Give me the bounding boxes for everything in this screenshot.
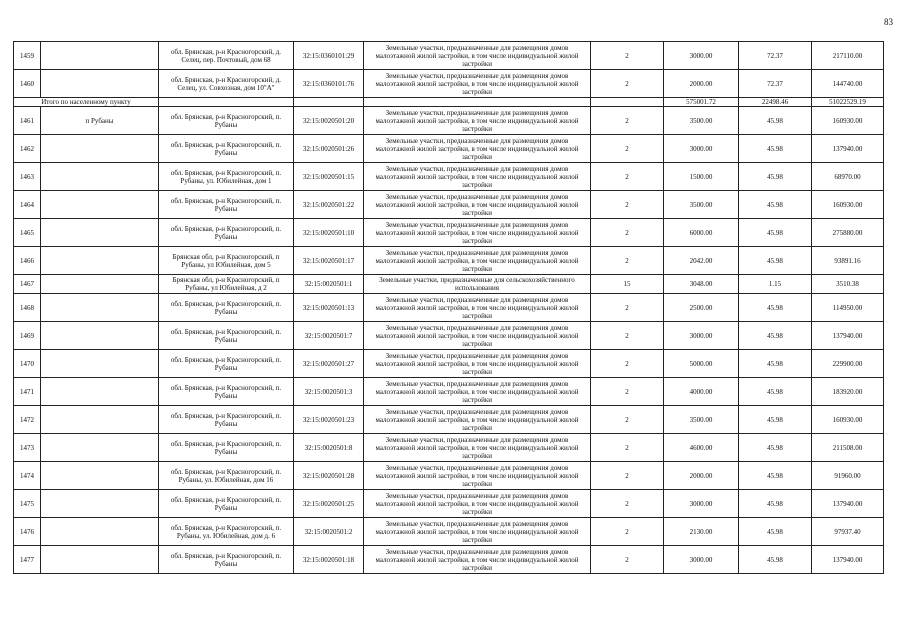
row-number: 1467 xyxy=(14,275,41,294)
land-purpose: Земельные участки, предназначенные для размещения домов малоэтажной жилой застройки, в том числе индивидуальной жилой застройки xyxy=(364,219,591,247)
row-number: 1473 xyxy=(14,434,41,462)
rate-value: 45.98 xyxy=(739,247,812,275)
cadastral-value: 91960.00 xyxy=(812,462,884,490)
land-plots-table xyxy=(13,41,884,574)
address-cell: обл. Брянская, р-н Красногорский, п. Рубаны xyxy=(159,546,294,574)
total-empty-cell xyxy=(294,98,364,107)
address-cell: обл. Брянская, р-н Красногорский, п. Рубаны xyxy=(159,378,294,406)
rate-value: 45.98 xyxy=(739,350,812,378)
locality-cell xyxy=(41,294,159,322)
address-cell: Брянская обл, р-н Красногорский, п Рубаны, ул Юбилейная, дом 5 xyxy=(159,247,294,275)
locality-cell xyxy=(41,275,159,294)
land-purpose: Земельные участки, предназначенные для сельскохозяйственного использования xyxy=(364,275,591,294)
table-row xyxy=(14,434,884,462)
locality-cell xyxy=(41,350,159,378)
group-number: 2 xyxy=(591,434,664,462)
land-purpose: Земельные участки, предназначенные для размещения домов малоэтажной жилой застройки, в том числе индивидуальной жилой застройки xyxy=(364,163,591,191)
cadastral-number: 32:15:0020501:3 xyxy=(294,378,364,406)
area-value: 3000.00 xyxy=(664,42,739,70)
rate-value: 45.98 xyxy=(739,107,812,135)
address-cell: обл. Брянская, р-н Красногорский, п. Рубаны xyxy=(159,350,294,378)
land-purpose: Земельные участки, предназначенные для размещения домов малоэтажной жилой застройки, в том числе индивидуальной жилой застройки xyxy=(364,322,591,350)
cadastral-value: 183920.00 xyxy=(812,378,884,406)
group-number: 2 xyxy=(591,406,664,434)
page-number: 83 xyxy=(884,17,893,27)
cadastral-value: 3510.38 xyxy=(812,275,884,294)
address-cell: обл. Брянская, р-н Красногорский, п. Рубаны xyxy=(159,135,294,163)
area-value: 2000.00 xyxy=(664,70,739,98)
land-purpose: Земельные участки, предназначенные для размещения домов малоэтажной жилой застройки, в том числе индивидуальной жилой застройки xyxy=(364,107,591,135)
group-number: 2 xyxy=(591,135,664,163)
locality-name: п Рубаны xyxy=(41,107,159,135)
group-number: 2 xyxy=(591,350,664,378)
cadastral-number: 32:15:0020501:23 xyxy=(294,406,364,434)
cadastral-value: 217110.00 xyxy=(812,42,884,70)
area-value: 4600.00 xyxy=(664,434,739,462)
locality-cell xyxy=(41,191,159,219)
area-value: 2042.00 xyxy=(664,247,739,275)
address-cell: обл. Брянская, р-н Красногорский, д. Селец, ул. Совхозная, дом 10"А" xyxy=(159,70,294,98)
total-row xyxy=(14,98,884,107)
land-purpose: Земельные участки, предназначенные для размещения домов малоэтажной жилой застройки, в том числе индивидуальной жилой застройки xyxy=(364,247,591,275)
address-cell: обл. Брянская, р-н Красногорский, д. Селец, пер. Почтовый, дом 68 xyxy=(159,42,294,70)
total-value: 51022529.19 xyxy=(812,98,884,107)
cadastral-value: 160930.00 xyxy=(812,406,884,434)
rate-value: 72.37 xyxy=(739,70,812,98)
row-number: 1474 xyxy=(14,462,41,490)
row-number: 1463 xyxy=(14,163,41,191)
group-number: 2 xyxy=(591,462,664,490)
cadastral-number: 32:15:0020501:7 xyxy=(294,322,364,350)
locality-cell xyxy=(41,406,159,434)
table-row xyxy=(14,294,884,322)
total-area: 575001.72 xyxy=(664,98,739,107)
cadastral-value: 211508.00 xyxy=(812,434,884,462)
group-number: 2 xyxy=(591,42,664,70)
table-row xyxy=(14,546,884,574)
total-label: Итого по населенному пункту xyxy=(14,98,159,107)
rate-value: 45.98 xyxy=(739,378,812,406)
table-row xyxy=(14,107,884,135)
land-purpose: Земельные участки, предназначенные для размещения домов малоэтажной жилой застройки, в том числе индивидуальной жилой застройки xyxy=(364,42,591,70)
row-number: 1465 xyxy=(14,219,41,247)
address-cell: обл. Брянская, р-н Красногорский, п. Рубаны xyxy=(159,322,294,350)
cadastral-number: 32:15:0020501:27 xyxy=(294,350,364,378)
table-row xyxy=(14,191,884,219)
table-row xyxy=(14,219,884,247)
cadastral-value: 137940.00 xyxy=(812,546,884,574)
rate-value: 45.98 xyxy=(739,518,812,546)
table-row xyxy=(14,42,884,70)
locality-cell xyxy=(41,518,159,546)
rate-value: 45.98 xyxy=(739,546,812,574)
row-number: 1475 xyxy=(14,490,41,518)
cadastral-value: 68970.00 xyxy=(812,163,884,191)
locality-cell xyxy=(41,70,159,98)
group-number: 2 xyxy=(591,107,664,135)
land-purpose: Земельные участки, предназначенные для размещения домов малоэтажной жилой застройки, в том числе индивидуальной жилой застройки xyxy=(364,434,591,462)
land-purpose: Земельные участки, предназначенные для размещения домов малоэтажной жилой застройки, в том числе индивидуальной жилой застройки xyxy=(364,462,591,490)
locality-cell xyxy=(41,42,159,70)
row-number: 1464 xyxy=(14,191,41,219)
cadastral-number: 32:15:0020501:28 xyxy=(294,462,364,490)
table-row xyxy=(14,378,884,406)
table-row xyxy=(14,163,884,191)
cadastral-number: 32:15:0020501:2 xyxy=(294,518,364,546)
cadastral-number: 32:15:0020501:8 xyxy=(294,434,364,462)
area-value: 3000.00 xyxy=(664,546,739,574)
cadastral-value: 144740.00 xyxy=(812,70,884,98)
area-value: 2500.00 xyxy=(664,294,739,322)
area-value: 3000.00 xyxy=(664,322,739,350)
group-number: 2 xyxy=(591,490,664,518)
cadastral-value: 160930.00 xyxy=(812,191,884,219)
table-row xyxy=(14,490,884,518)
row-number: 1476 xyxy=(14,518,41,546)
land-purpose: Земельные участки, предназначенные для размещения домов малоэтажной жилой застройки, в том числе индивидуальной жилой застройки xyxy=(364,191,591,219)
group-number: 2 xyxy=(591,191,664,219)
land-purpose: Земельные участки, предназначенные для размещения домов малоэтажной жилой застройки, в том числе индивидуальной жилой застройки xyxy=(364,490,591,518)
locality-cell xyxy=(41,247,159,275)
total-empty-cell xyxy=(591,98,664,107)
area-value: 3500.00 xyxy=(664,191,739,219)
rate-value: 45.98 xyxy=(739,490,812,518)
table-row xyxy=(14,322,884,350)
address-cell: Брянская обл, р-н Красногорский, п Рубаны, ул Юбилейная, д 2 xyxy=(159,275,294,294)
cadastral-number: 32:15:0020501:26 xyxy=(294,135,364,163)
cadastral-value: 229900.00 xyxy=(812,350,884,378)
locality-cell xyxy=(41,462,159,490)
rate-value: 72.37 xyxy=(739,42,812,70)
row-number: 1471 xyxy=(14,378,41,406)
rate-value: 45.98 xyxy=(739,406,812,434)
area-value: 3500.00 xyxy=(664,107,739,135)
group-number: 2 xyxy=(591,322,664,350)
group-number: 2 xyxy=(591,518,664,546)
locality-cell xyxy=(41,378,159,406)
locality-cell xyxy=(41,434,159,462)
table-row xyxy=(14,70,884,98)
row-number: 1470 xyxy=(14,350,41,378)
address-cell: обл. Брянская, р-н Красногорский, п. Рубаны, ул. Юбилейная, дом 16 xyxy=(159,462,294,490)
rate-value: 45.98 xyxy=(739,322,812,350)
land-purpose: Земельные участки, предназначенные для размещения домов малоэтажной жилой застройки, в том числе индивидуальной жилой застройки xyxy=(364,350,591,378)
address-cell: обл. Брянская, р-н Красногорский, п. Рубаны xyxy=(159,219,294,247)
locality-cell xyxy=(41,135,159,163)
rate-value: 45.98 xyxy=(739,135,812,163)
group-number: 2 xyxy=(591,163,664,191)
locality-cell xyxy=(41,546,159,574)
area-value: 6000.00 xyxy=(664,219,739,247)
locality-cell xyxy=(41,490,159,518)
cadastral-value: 97937.40 xyxy=(812,518,884,546)
rate-value: 45.98 xyxy=(739,434,812,462)
cadastral-number: 32:15:0020501:17 xyxy=(294,247,364,275)
group-number: 2 xyxy=(591,294,664,322)
cadastral-value: 137940.00 xyxy=(812,135,884,163)
address-cell: обл. Брянская, р-н Красногорский, п. Рубаны xyxy=(159,191,294,219)
cadastral-number: 32:15:0020501:13 xyxy=(294,294,364,322)
cadastral-value: 114950.00 xyxy=(812,294,884,322)
locality-cell xyxy=(41,219,159,247)
rate-value: 45.98 xyxy=(739,191,812,219)
cadastral-number: 32:15:0020501:18 xyxy=(294,546,364,574)
row-number: 1461 xyxy=(14,107,41,135)
group-number: 2 xyxy=(591,546,664,574)
land-purpose: Земельные участки, предназначенные для размещения домов малоэтажной жилой застройки, в том числе индивидуальной жилой застройки xyxy=(364,546,591,574)
address-cell: обл. Брянская, р-н Красногорский, п. Рубаны xyxy=(159,406,294,434)
rate-value: 1.15 xyxy=(739,275,812,294)
row-number: 1472 xyxy=(14,406,41,434)
total-rate: 22498.46 xyxy=(739,98,812,107)
address-cell: обл. Брянская, р-н Красногорский, п. Рубаны, ул. Юбилейная, дом д. 6 xyxy=(159,518,294,546)
cadastral-number: 32:15:0020501:20 xyxy=(294,107,364,135)
address-cell: обл. Брянская, р-н Красногорский, п. Рубаны xyxy=(159,434,294,462)
table-row xyxy=(14,518,884,546)
row-number: 1459 xyxy=(14,42,41,70)
address-cell: обл. Брянская, р-н Красногорский, п. Рубаны xyxy=(159,294,294,322)
cadastral-value: 137940.00 xyxy=(812,490,884,518)
row-number: 1477 xyxy=(14,546,41,574)
rate-value: 45.98 xyxy=(739,462,812,490)
cadastral-number: 32:15:0020501:25 xyxy=(294,490,364,518)
land-purpose: Земельные участки, предназначенные для размещения домов малоэтажной жилой застройки, в том числе индивидуальной жилой застройки xyxy=(364,378,591,406)
address-cell: обл. Брянская, р-н Красногорский, п. Рубаны xyxy=(159,490,294,518)
area-value: 2000.00 xyxy=(664,462,739,490)
row-number: 1468 xyxy=(14,294,41,322)
group-number: 15 xyxy=(591,275,664,294)
cadastral-value: 275880.00 xyxy=(812,219,884,247)
total-empty-cell xyxy=(159,98,294,107)
cadastral-number: 32:15:0020501:1 xyxy=(294,275,364,294)
table-row xyxy=(14,247,884,275)
group-number: 2 xyxy=(591,247,664,275)
address-cell: обл. Брянская, р-н Красногорский, п. Рубаны xyxy=(159,107,294,135)
rate-value: 45.98 xyxy=(739,163,812,191)
land-purpose: Земельные участки, предназначенные для размещения домов малоэтажной жилой застройки, в том числе индивидуальной жилой застройки xyxy=(364,294,591,322)
group-number: 2 xyxy=(591,70,664,98)
table-row xyxy=(14,275,884,294)
total-empty-cell xyxy=(364,98,591,107)
table-row xyxy=(14,350,884,378)
locality-cell xyxy=(41,163,159,191)
group-number: 2 xyxy=(591,378,664,406)
cadastral-number: 32:15:0020501:22 xyxy=(294,191,364,219)
land-purpose: Земельные участки, предназначенные для размещения домов малоэтажной жилой застройки, в том числе индивидуальной жилой застройки xyxy=(364,518,591,546)
area-value: 5000.00 xyxy=(664,350,739,378)
group-number: 2 xyxy=(591,219,664,247)
cadastral-value: 137940.00 xyxy=(812,322,884,350)
land-purpose: Земельные участки, предназначенные для размещения домов малоэтажной жилой застройки, в том числе индивидуальной жилой застройки xyxy=(364,135,591,163)
row-number: 1462 xyxy=(14,135,41,163)
row-number: 1466 xyxy=(14,247,41,275)
rate-value: 45.98 xyxy=(739,294,812,322)
area-value: 3048.00 xyxy=(664,275,739,294)
locality-cell xyxy=(41,322,159,350)
area-value: 3000.00 xyxy=(664,135,739,163)
cadastral-number: 32:15:0360101:76 xyxy=(294,70,364,98)
area-value: 1500.00 xyxy=(664,163,739,191)
land-purpose: Земельные участки, предназначенные для размещения домов малоэтажной жилой застройки, в том числе индивидуальной жилой застройки xyxy=(364,70,591,98)
area-value: 3000.00 xyxy=(664,490,739,518)
row-number: 1469 xyxy=(14,322,41,350)
cadastral-value: 93891.16 xyxy=(812,247,884,275)
table-row xyxy=(14,406,884,434)
table-row xyxy=(14,135,884,163)
table-row xyxy=(14,462,884,490)
rate-value: 45.98 xyxy=(739,219,812,247)
row-number: 1460 xyxy=(14,70,41,98)
cadastral-value: 160930.00 xyxy=(812,107,884,135)
area-value: 3500.00 xyxy=(664,406,739,434)
cadastral-number: 32:15:0020501:15 xyxy=(294,163,364,191)
address-cell: обл. Брянская, р-н Красногорский, п. Рубаны, ул. Юбилейная, дом 1 xyxy=(159,163,294,191)
cadastral-number: 32:15:0360101:29 xyxy=(294,42,364,70)
area-value: 4000.00 xyxy=(664,378,739,406)
land-purpose: Земельные участки, предназначенные для размещения домов малоэтажной жилой застройки, в том числе индивидуальной жилой застройки xyxy=(364,406,591,434)
cadastral-number: 32:15:0020501:10 xyxy=(294,219,364,247)
area-value: 2130.00 xyxy=(664,518,739,546)
